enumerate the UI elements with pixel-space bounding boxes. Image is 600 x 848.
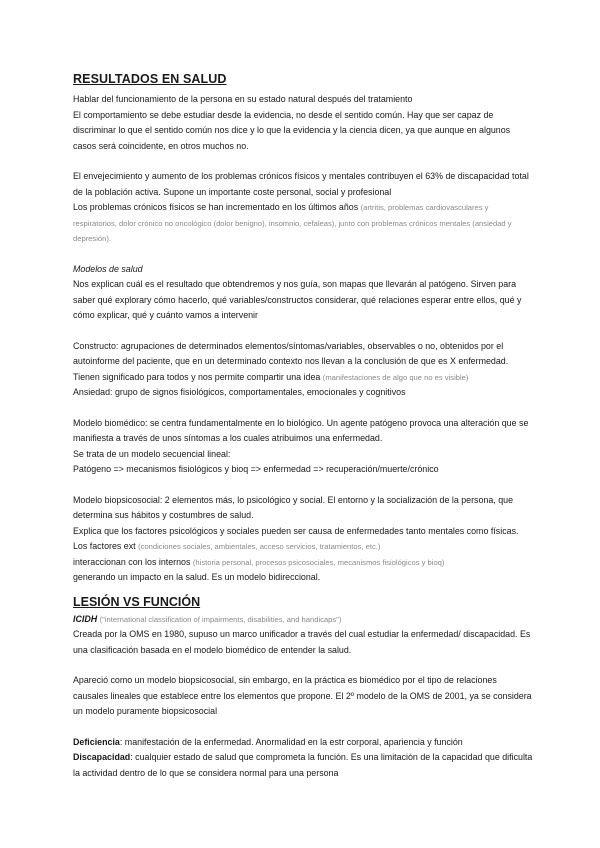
paragraph-impacto: generando un impacto en la salud. Es un modelo bidireccional. [73, 572, 321, 582]
paragraph-explica [73, 524, 533, 555]
paragraph-comportamiento: El comportamiento se debe estudiar desde la evidencia, no desde el sentido común. Hay que ser capaz de discriminar lo que el sentido común nos dice y lo que la evidencia y la ciencia dicen, ya que aunque en algunos casos será coincidente, en otros muchos no. [73, 109, 511, 151]
note-interaccionan: (historia personal, procesos psicosociales, mecanismos fisiológicos y bioq) [192, 557, 445, 567]
text-discapacidad: : cualquier estado de salud que comprometa la función. Es una limitación de la capacidad que dificulta la actividad dentro de lo que se considera normal para una persona [73, 752, 533, 778]
paragraph-icidh [73, 612, 533, 628]
paragraph-problemas-cronicos [73, 200, 533, 247]
note-explica: (condiciones sociales, ambientales, acceso servicios, tratamientos, etc.) [138, 542, 381, 551]
section-title-resultados: RESULTADOS EN SALUD [73, 72, 227, 86]
paragraph-deficiencia [73, 735, 533, 751]
paragraph-biomedico: Modelo biomédico: se centra fundamentalmente en lo biológico. Un agente patógeno provoca una alteración que se manifiesta a través de unos síntomas a los cuales atribuimos una enfermedad. [73, 417, 529, 443]
document-page [73, 72, 533, 781]
text-problemas: Los problemas crónicos físicos se han incrementado en los últimos años [73, 202, 359, 212]
paragraph-modelos: Nos explican cuál es el resultado que obtendremos y nos guía, son mapas que llevarán al patógeno. Sirven para saber qué explorary cómo hacerlo, qué variables/constructos considerar, qué relaciones esperar entre ellos, qué y cómo explicar, qué y cuánto vamos a intervenir [73, 279, 522, 320]
paragraph-envejecimiento: El envejecimiento y aumento de los problemas crónicos físicos y mentales contribuyen el 63% de discapacidad total de la población activa. Supone un importante coste personal, social y profesional [73, 171, 529, 197]
label-icidh: ICIDH [73, 613, 98, 624]
paragraph-discapacidad [73, 750, 533, 781]
paragraph-biopsicosocial: Modelo biopsicosocial: 2 elementos más, lo psicológico y social. El entorno y la socialización de la persona, que determina sus hábitos y costumbres de salud. [73, 494, 514, 520]
text-constructo: Constructo: agrupaciones de determinados elementos/síntomas/variables, observables o no, obtenidos por el autoinforme del paciente, que en un determinado contexto nos llevan a la conclusión de que es X enfermedad. Tienen significado para todos y nos permite compartir una idea [73, 340, 509, 382]
label-deficiencia: Deficiencia [73, 736, 120, 747]
note-icidh: ("international classification of impairments, disabilities, and handicaps") [99, 614, 342, 624]
paragraph-creada: Creada por la OMS en 1980, supuso un marco unificador a través del cual estudiar la enfermedad/ discapacidad. Es una clasificación basada en el modelo biomédico de entender la salud. [73, 629, 531, 655]
paragraph-constructo [73, 339, 533, 386]
note-constructo: (manifestaciones de algo que no es visible) [322, 372, 469, 382]
paragraph-interaccionan [73, 555, 533, 571]
paragraph-ansiedad: Ansiedad: grupo de signos fisiológicos, comportamentales, emocionales y cognitivos [73, 387, 406, 397]
note-problemas: (artritis, problemas cardiovasculares y respiratorios, dolor crónico no oncológico (dolor benigno), insomnio, cefaleas), junto con problemas crónicos mentales (ansiedad y depresión). [73, 203, 512, 243]
paragraph-secuencial: Se trata de un modelo secuencial lineal: [73, 448, 231, 459]
text-deficiencia: : manifestación de la enfermedad. Anormalidad en la estr corporal, apariencia y función [119, 736, 463, 747]
section-title-lesion: LESIÓN VS FUNCIÓN [73, 594, 201, 609]
label-discapacidad: Discapacidad [73, 752, 131, 762]
text-explica: Explica que los factores psicológicos y sociales pueden ser causa de enfermedades tanto mentales como físicas. Los factores ext [73, 525, 519, 551]
paragraph-chain: Patógeno => mecanismos fisiológicos y bioq => enfermedad => recuperación/muerte/crónico [73, 464, 439, 474]
text-interaccionan: interaccionan con los internos [73, 556, 191, 567]
paragraph-aparecio: Apareció como un modelo biopsicosocial, sin embargo, en la práctica es biomédico por el tipo de relaciones causales lineales que establece entre los elementos que propone. El 2º modelo de la OMS de 2001, ya se considera un modelo puramente biopsicosocial [73, 675, 532, 716]
subtitle-modelos: Modelos de salud [73, 263, 143, 274]
paragraph-funcionamiento: Hablar del funcionamiento de la persona en su estado natural después del tratamiento [73, 94, 413, 104]
